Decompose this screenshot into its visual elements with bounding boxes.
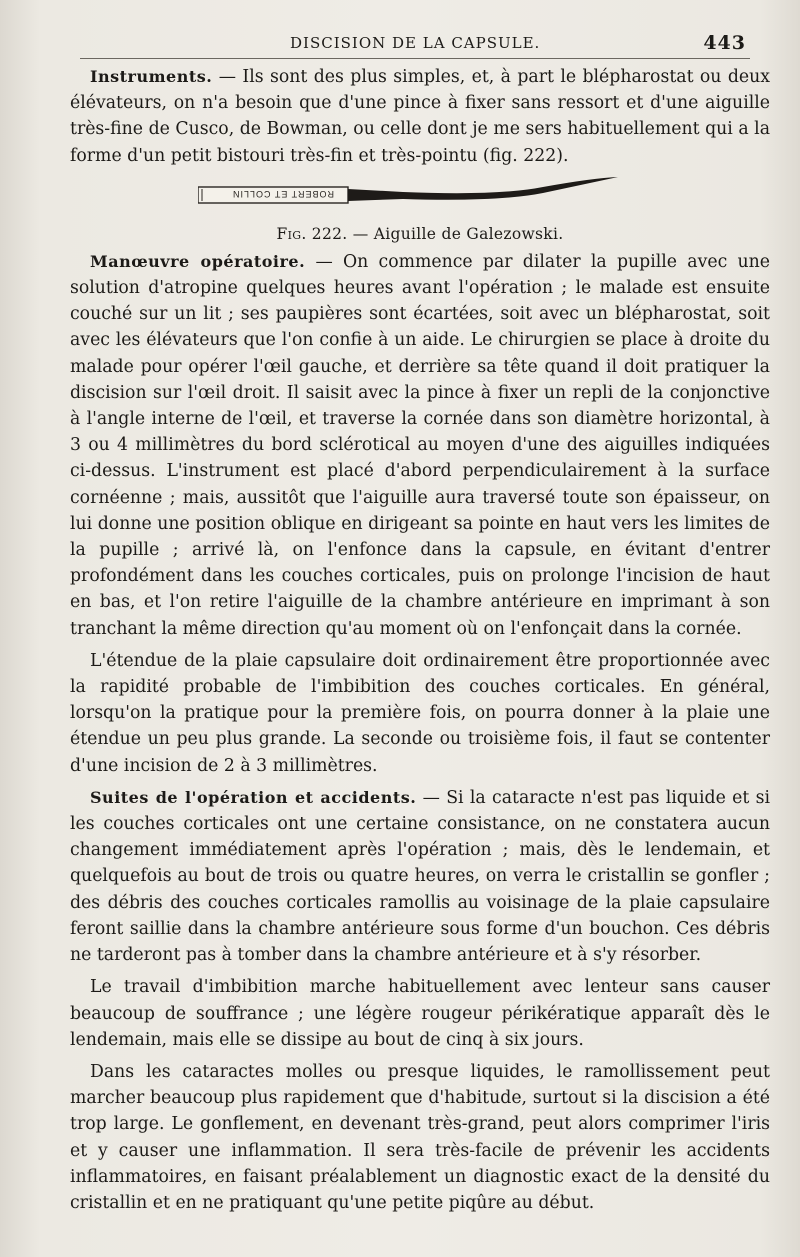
needle-illustration <box>198 177 618 217</box>
paragraph-molles: Dans les cataractes molles ou presque liquides, le ramollissement peut marcher beaucoup plus rapidement que d'habitude, surtout si la discision a été trop large. Le gonflement, en devenant très-grand, peut alors comprimer l'iris et y causer une inflammation. Il sera très-facile de prévenir les accidents inflammatoires, en faisant préalablement un diagnostic exact de la densité du cristallin et en ne pratiquant qu'une petite piqûre au début. <box>70 1061 770 1213</box>
page-number: 443 <box>703 32 746 54</box>
figure-222 <box>70 169 770 249</box>
paragraph-travail: Le travail d'imbibition marche habituellement avec lenteur sans causer beaucoup de souffrance ; une légère rougeur périkératique apparaît dès le lendemain, mais elle se dissipe au bout de cinq à six jours. <box>70 977 770 1050</box>
paragraph-text: — Si la cataracte n'est pas liquide et si les couches corticales ont une certaine consistance, on ne constatera aucun changement immédiatement après l'opération ; mais, dès le lendemain, et quelquefois au bout de trois ou quatre heures, on verra le cristallin se gonfler ; des débris des couches corticales ramollis au voisinage de la plaie capsulaire feront saillie dans la chambre antérieure sous forme d'un bouchon. Ces débris ne tarderont pas à tomber dans la chambre antérieure et à s'y résorber. <box>70 787 770 966</box>
paragraph-text: — Ils sont des plus simples, et, à part le blépharostat ou deux élévateurs, on n'a besoin que d'une pince à fixer sans ressort et d'une aiguille très-fine de Cusco, de Bowman, ou celle dont je me sers habituellement qui a la forme d'un petit bistouri très-fin et très-pointu (fig. 222). <box>70 67 770 166</box>
section-heading-instruments: Instruments. <box>90 67 213 86</box>
paragraph-etendue: L'étendue de la plaie capsulaire doit ordinairement être proportionnée avec la rapidité probable de l'imbibition des couches corticales. En général, lorsqu'on la pratique pour la première fois, on pourra donner à la plaie une étendue un peu plus grande. La seconde ou troisième fois, il faut se contenter d'une incision de 2 à 3 millimètres. <box>70 650 770 776</box>
page-body <box>70 64 770 1216</box>
paragraph-suites <box>70 785 770 968</box>
paragraph-text: — On commence par dilater la pupille avec une solution d'atropine quelques heures avant l'opération ; le malade est ensuite couché sur un lit ; ses paupières sont écartées, soit avec un blépharostat, soit avec les élévateurs que l'on confie à un aide. Le chirurgien se place à droite du malade pour opérer l'œil gauche, et derrière sa tête quand il doit pratiquer la discision sur l'œil droit. Il saisit avec la pince à fixer un repli de la conjonctive à l'angle interne de l'œil, et traverse la cornée dans son diamètre horizontal, à 3 ou 4 millimètres du bord sclérotical au moyen d'une des aiguilles indiquées ci-dessus. L'instrument est placé d'abord perpendiculairement à la surface cornéenne ; mais, aussitôt que l'aiguille aura traversé toute son épaisseur, on lui donne une position oblique en dirigeant sa pointe en haut vers les limites de la pupille ; arrivé là, on l'enfonce dans la capsule, en évitant d'entrer profondément dans les couches corticales, puis on prolonge l'incision de haut en bas, et l'on retire l'aiguille de la chambre antérieure en imprimant à son tranchant la même direction qu'au moment où on l'enfonçait dans la cornée. <box>70 251 771 639</box>
paragraph-manoeuvre <box>70 249 770 642</box>
handle-inscription: ROBERT ET COLLIN <box>231 188 334 199</box>
paragraph-instruments <box>70 64 770 169</box>
section-heading-suites: Suites de l'opération et accidents. <box>90 787 417 807</box>
figure-caption-text: — Aiguille de Galezowski. <box>347 224 564 243</box>
figure-label: Fig. 222. <box>276 224 348 243</box>
header-rule <box>80 58 750 59</box>
running-header <box>80 34 750 58</box>
needle-blade <box>348 177 618 201</box>
figure-caption <box>70 221 770 247</box>
section-heading-manoeuvre: Manœuvre opératoire. <box>90 251 306 271</box>
running-title: DISCISION DE LA CAPSULE. <box>290 34 541 52</box>
